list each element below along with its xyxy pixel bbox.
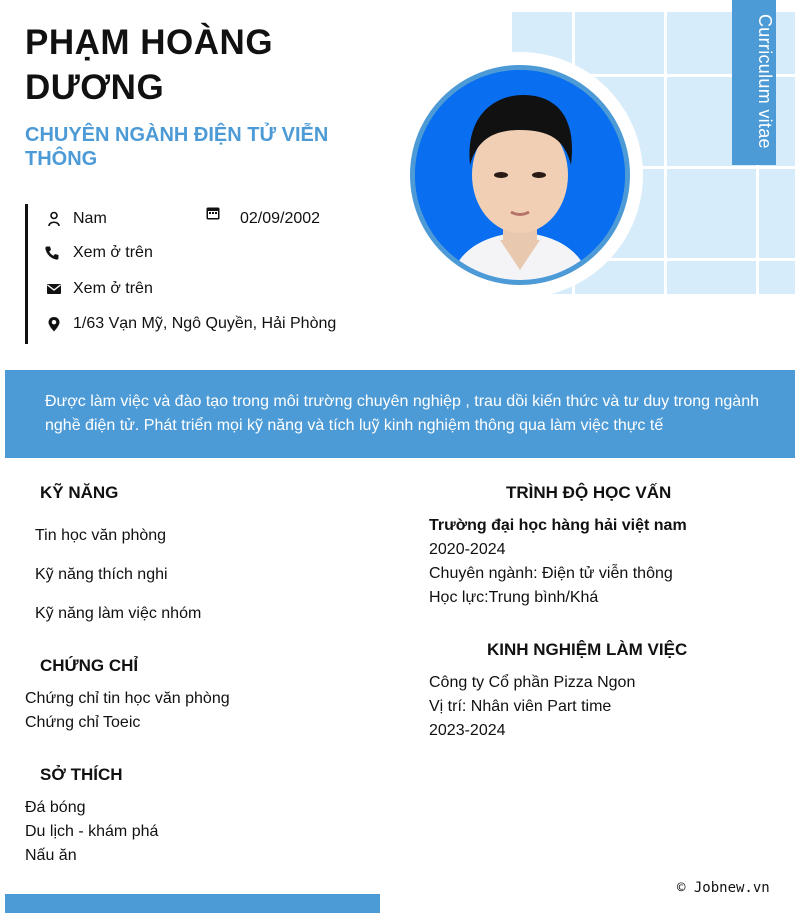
copyright: © Jobnew.vn <box>677 880 770 896</box>
birthday-value: 02/09/2002 <box>240 210 321 227</box>
summary-text: Được làm việc và đào tạo trong môi trường chuyên nghiệp , trau dồi kiến thức và tư duy trong ngành nghề điện tử. Phát triển mọi kỹ năng và tích luỹ kinh nghiệm thông qua làm việc thực tế <box>45 393 759 434</box>
full-name <box>25 20 385 110</box>
skill-item: Kỹ năng làm việc nhóm <box>35 605 202 622</box>
name-line-2: DƯƠNG <box>25 68 165 107</box>
experience-company: Công ty Cổ phần Pizza Ngon <box>429 674 636 691</box>
name-line-1: PHẠM HOÀNG <box>25 23 274 62</box>
location-pin-icon <box>46 316 62 332</box>
certificates-title: CHỨNG CHỈ <box>40 656 139 675</box>
skill-item: Tin học văn phòng <box>35 527 167 544</box>
gender-value: Nam <box>73 210 107 227</box>
education-school: Trường đại học hàng hải việt nam <box>429 517 687 534</box>
footer-bar <box>5 894 380 913</box>
summary-band <box>5 370 795 458</box>
phone-value: Xem ở trên <box>73 244 153 261</box>
skills-title: KỸ NĂNG <box>40 483 119 502</box>
info-divider <box>25 204 28 344</box>
user-icon <box>46 211 62 227</box>
experience-years: 2023-2024 <box>429 722 506 739</box>
education-title: TRÌNH ĐỘ HỌC VẤN <box>506 483 672 502</box>
hobby-item: Nấu ăn <box>25 847 77 864</box>
hobbies-title: SỞ THÍCH <box>40 765 123 784</box>
experience-title: KINH NGHIỆM LÀM VIỆC <box>487 640 688 659</box>
address-value: 1/63 Vạn Mỹ, Ngô Quyền, Hải Phòng <box>73 315 337 332</box>
phone-icon <box>44 245 60 261</box>
profile-photo <box>410 65 630 285</box>
calendar-icon <box>205 205 221 221</box>
skill-item: Kỹ năng thích nghi <box>35 566 168 583</box>
education-major: Chuyên ngành: Điện tử viễn thông <box>429 565 673 582</box>
certificate-item: Chứng chỉ tin học văn phòng <box>25 690 230 707</box>
email-value: Xem ở trên <box>73 280 153 297</box>
cv-tab <box>732 0 776 165</box>
mail-icon <box>46 281 62 297</box>
hobby-item: Du lịch - khám phá <box>25 823 159 840</box>
certificate-item: Chứng chỉ Toeic <box>25 714 141 731</box>
cv-tab-label: Curriculum vitae <box>755 14 775 149</box>
hobby-item: Đá bóng <box>25 799 86 816</box>
education-years: 2020-2024 <box>429 541 506 558</box>
experience-position: Vị trí: Nhân viên Part time <box>429 698 612 715</box>
education-grade: Học lực:Trung bình/Khá <box>429 589 599 606</box>
major-subtitle: CHUYÊN NGÀNH ĐIỆN TỬ VIỄN THÔNG <box>25 124 329 170</box>
